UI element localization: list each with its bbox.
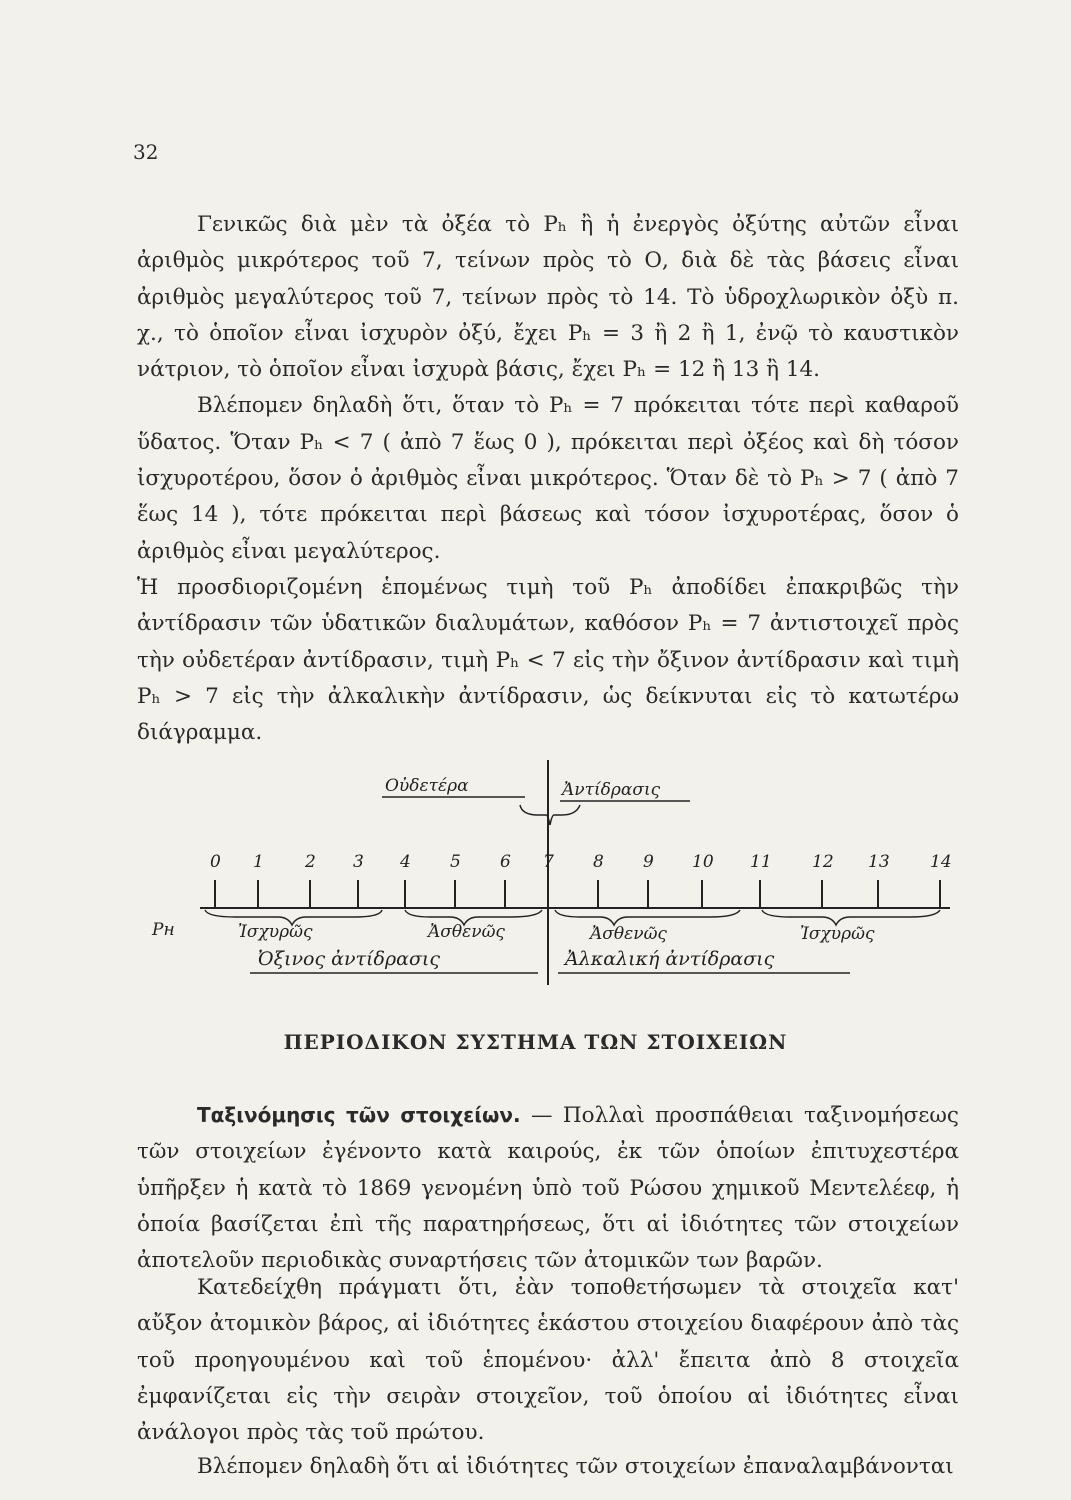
- scale-value-13: 13: [868, 852, 890, 872]
- paragraph-classification-text: [137, 1097, 959, 1279]
- top-brace: [520, 805, 580, 825]
- scale-value-9: 9: [643, 852, 654, 872]
- page-number: 32: [133, 140, 159, 164]
- acid-caption: Ὀξινος ἀντίδρασις: [258, 948, 441, 970]
- ph-scale-diagram: [150, 755, 970, 1000]
- scale-group: [210, 852, 952, 908]
- scale-value-10: 10: [692, 852, 714, 872]
- scale-value-5: 5: [450, 852, 461, 872]
- weak-base-label: Ἀσθενῶς: [590, 924, 667, 944]
- classification-lead: Ταξινόμησις τῶν στοιχείων.: [197, 1103, 521, 1127]
- weak-acid-label: Ἀσθενῶς: [428, 922, 505, 942]
- neutral-label: Οὐδετέρα: [385, 776, 469, 796]
- scale-value-11: 11: [750, 852, 772, 872]
- paragraph-ph-reaction: Ἡ προσδιοριζομένη ἑπομένως τιμὴ τοῦ Pₕ ἀποδίδει ἐπακριβῶς τὴν ἀντίδρασιν τῶν ὑδατικῶν διαλυμάτων, καθόσον Pₕ = 7 ἀντιστοιχεῖ πρὸς τὴν οὐδετέραν ἀντίδρασιν, τιμὴ Pₕ < 7 εἰς τὴν ὄξινον ἀντίδρασιν καὶ τιμὴ Pₕ > 7 εἰς τὴν ἀλκαλικὴν ἀντίδρασιν, ὡς δείκνυται εἰς τὸ κατωτέρω διάγραμμα.: [137, 574, 959, 746]
- paragraph-ph-neutral: Βλέπομεν δηλαδὴ ὅτι, ὅταν τὸ Pₕ = 7 πρόκειται τότε περὶ καθαροῦ ὕδατος. Ὅταν Pₕ < 7 ( ἀπὸ 7 ἕως 0 ), πρόκειται περὶ ὀξέος καὶ δὴ τόσον ἰσχυροτέρου, ὅσον ὁ ἀριθμὸς εἶναι μικρότερος. Ὅταν δὲ τὸ Pₕ > 7 ( ἀπὸ 7 ἕως 14 ), τότε πρόκειται περὶ βάσεως καὶ τόσον ἰσχυροτέρας, ὅσον ὁ ἀριθμὸς εἶναι μεγαλύτερος.: [137, 393, 959, 564]
- classification-body: — Πολλαὶ προσπάθειαι ταξινομήσεως τῶν στοιχείων ἐγένοντο κατὰ καιρούς, ἐκ τῶν ὁποίων ἐπιτυχεστέρα ὑπῆρξεν ἡ κατὰ τὸ 1869 γενομένη ὑπὸ τοῦ Ρώσου χημικοῦ Μεντελέεφ, ἡ ὁποία βασίζεται ἐπὶ τῆς παρατηρήσεως, ὅτι αἱ ἰδιότητες τῶν στοιχείων ἀποτελοῦν περιοδικὰς συναρτήσεις τῶν ἀτομικῶν των βαρῶν.: [137, 1103, 959, 1274]
- axis-label: Pн: [152, 920, 175, 940]
- scale-value-0: 0: [210, 852, 221, 872]
- weak-base-brace: [555, 910, 740, 925]
- paragraph-repeat-text: Βλέπομεν δηλαδὴ ὅτι αἱ ἰδιότητες τῶν στοιχείων ἐπαναλαμβάνονται: [197, 1454, 954, 1479]
- scale-value-2: 2: [305, 852, 316, 872]
- paragraph-demonstrated-text: Κατεδείχθη πράγματι ὅτι, ἐὰν τοποθετήσωμεν τὰ στοιχεῖα κατ' αὔξον ἀτομικὸν βάρος, αἱ ἰδιότητες ἑκάστου στοιχείου διαφέρουν ἀπὸ τὰς τοῦ προηγουμένου καὶ τοῦ ἑπομένου· ἀλλ' ἔπειτα ἀπὸ 8 στοιχεῖα ἐμφανίζεται εἰς τὴν σειρὰν στοιχεῖον, τοῦ ὁποίου αἱ ἰδιότητες εἶναι ἀνάλογοι πρὸς τὰς τοῦ πρώτου.: [137, 1275, 959, 1446]
- scale-value-1: 1: [253, 852, 264, 872]
- strong-base-label: Ἰσχυρῶς: [800, 924, 875, 944]
- scale-value-7: 7: [543, 852, 554, 872]
- strong-base-brace: [762, 910, 940, 925]
- paragraph-demonstrated: [137, 1270, 959, 1451]
- reaction-label: Ἀντίδρασις: [562, 780, 661, 800]
- paragraph-classification: [137, 1097, 959, 1279]
- scale-value-8: 8: [593, 852, 604, 872]
- scale-value-14: 14: [930, 852, 952, 872]
- paragraph-group-1: [137, 207, 959, 751]
- paragraph-repeat: [137, 1449, 959, 1485]
- base-caption: Ἀλκαλική ἀντίδρασις: [565, 948, 775, 970]
- scale-value-6: 6: [500, 852, 511, 872]
- strong-acid-label: Ἰσχυρῶς: [238, 922, 313, 942]
- section-title: ΠΕΡΙΟΔΙΚΟΝ ΣΥΣΤΗΜΑ ΤΩΝ ΣΤΟΙΧΕΙΩΝ: [283, 1030, 788, 1054]
- scale-value-3: 3: [353, 852, 364, 872]
- scale-value-4: 4: [400, 852, 411, 872]
- scale-value-12: 12: [812, 852, 834, 872]
- paragraph-ph-general: Γενικῶς διὰ μὲν τὰ ὀξέα τὸ Pₕ ἢ ἡ ἐνεργὸς ὀξύτης αὐτῶν εἶναι ἀριθμὸς μικρότερος τοῦ 7, τείνων πρὸς τὸ Ο, διὰ δὲ τὰς βάσεις εἶναι ἀριθμὸς μεγαλύτερος τοῦ 7, τείνων πρὸς τὸ 14. Τὸ ὑδροχλωρικὸν ὀξὺ π. χ., τὸ ὁποῖον εἶναι ἰσχυρὸν ὀξύ, ἔχει Pₕ = 3 ἢ 2 ἢ 1, ἐνῷ τὸ καυστικὸν νάτριον, τὸ ὁποῖον εἶναι ἰσχυρὰ βάσις, ἔχει Pₕ = 12 ἢ 13 ἢ 14.: [137, 212, 959, 383]
